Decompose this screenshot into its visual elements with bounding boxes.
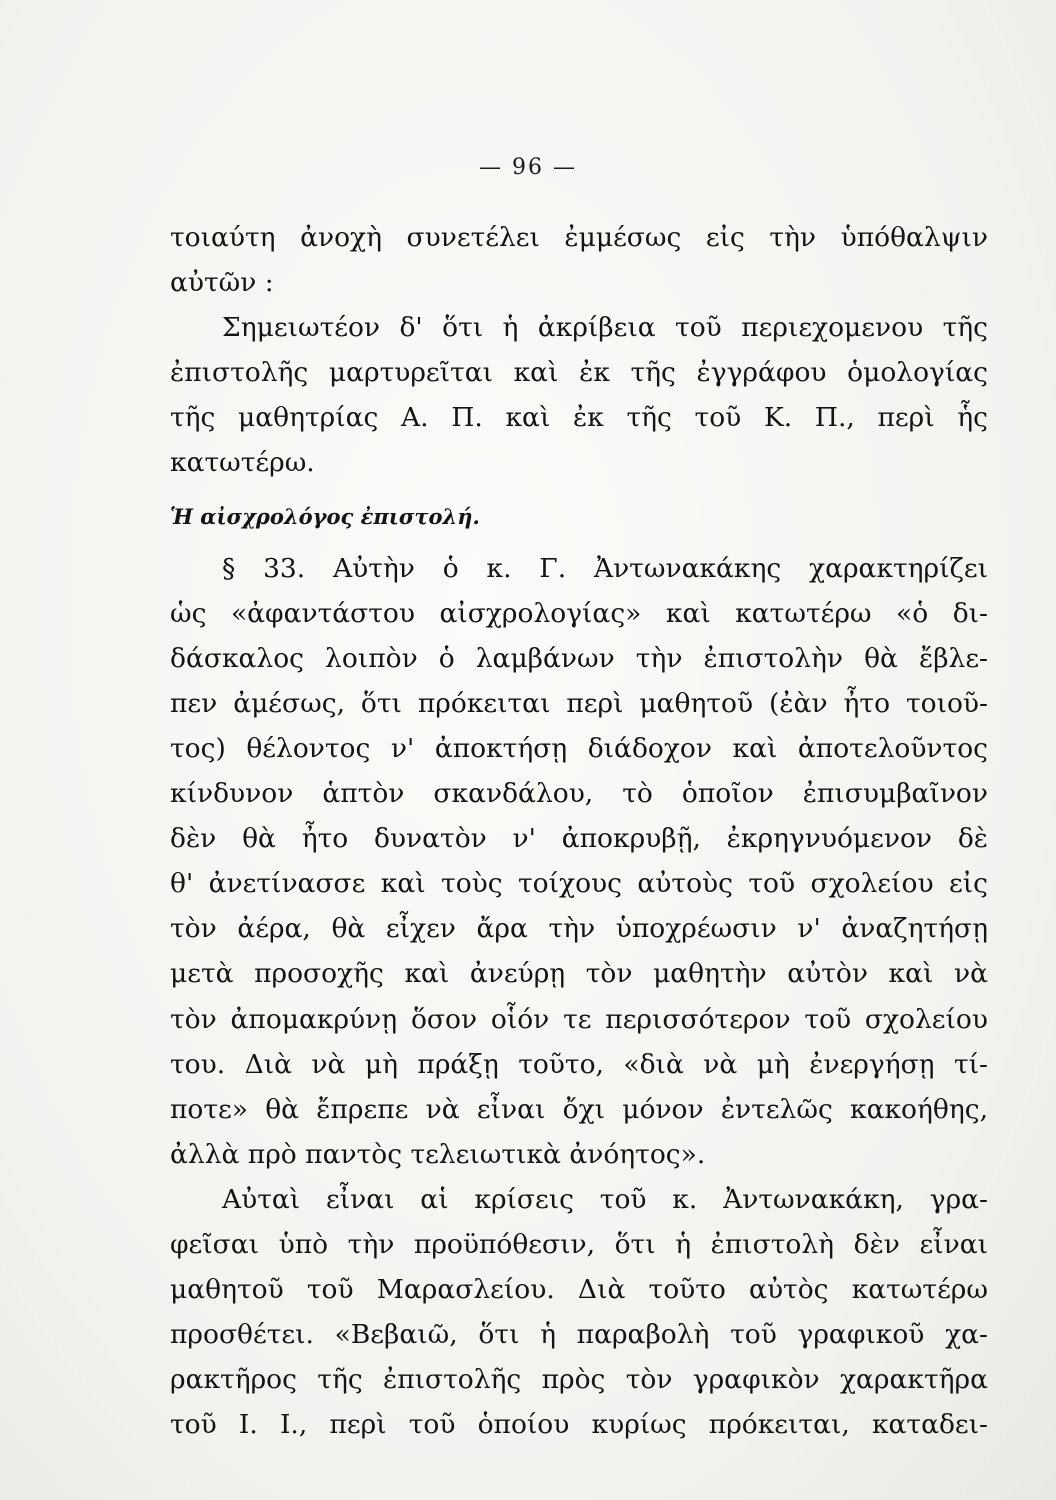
text-line: τοιαύτη ἀνοχὴ συνετέλει ἐμμέσως εἰς τὴν ὑπόθαλψιν [170, 222, 988, 253]
text-line: ρακτῆρος τῆς ἐπιστολῆς πρὸς τὸν γραφικὸν χαρακτῆρα [170, 1364, 988, 1396]
text-line: ποτε» θὰ ἔπρεπε νὰ εἶναι ὄχι μόνον ἐντελῶς κακοήθης, [170, 1093, 988, 1125]
text-line: ἐπιστολῆς μαρτυρεῖται καὶ ἐκ τῆς ἐγγράφου ὁμολογίας [170, 357, 988, 389]
text-line: Σημειωτέον δ' ὅτι ἡ ἀκρίβεια τοῦ περιεχομενου τῆς [222, 312, 988, 344]
body-text [170, 215, 988, 1447]
text-line: δὲν θὰ ἦτο δυνατὸν ν' ἀποκρυβῇ, ἐκρηγνυόμενον δὲ [170, 823, 988, 855]
text-line: θ' ἀνετίνασσε καὶ τοὺς τοίχους αὐτοὺς τοῦ σχολείου εἰς [170, 868, 988, 900]
text-line: αὐτῶν : [170, 267, 274, 299]
text-line: του. Διὰ νὰ μὴ πράξῃ τοῦτο, «διὰ νὰ μὴ ἐνεργήσῃ τί- [170, 1048, 988, 1080]
text-line: κατωτέρω. [170, 447, 315, 479]
page-number: — 96 — [479, 155, 577, 180]
text-line: τὸν ἀπομακρύνῃ ὅσον οἷόν τε περισσότερον τοῦ σχολείου [170, 1003, 988, 1035]
text-line: κίνδυνον ἁπτὸν σκανδάλου, τὸ ὁποῖον ἐπισυμβαῖνον [170, 778, 988, 810]
text-line: τῆς μαθητρίας Α. Π. καὶ ἐκ τῆς τοῦ Κ. Π., περὶ ἧς [170, 402, 988, 434]
text-line: δάσκαλος λοιπὸν ὁ λαμβάνων τὴν ἐπιστολὴν θὰ ἔβλε- [170, 642, 988, 674]
text-line: Αὐταὶ εἶναι αἱ κρίσεις τοῦ κ. Ἀντωνακάκη, γρα- [222, 1183, 988, 1215]
text-line: τοῦ Ι. Ι., περὶ τοῦ ὁποίου κυρίως πρόκειται, καταδει- [170, 1409, 988, 1441]
text-line: μετὰ προσοχῆς καὶ ἀνεύρῃ τὸν μαθητὴν αὐτὸν καὶ νὰ [170, 958, 988, 990]
text-line: τος) θέλοντος ν' ἀποκτήσῃ διάδοχον καὶ ἀποτελοῦντος [170, 732, 988, 764]
text-line: τὸν ἀέρα, θὰ εἶχεν ἄρα τὴν ὑποχρέωσιν ν' ἀναζητήσῃ [170, 913, 988, 945]
text-line: ἀλλὰ πρὸ παντὸς τελειωτικὰ ἀνόητος». [170, 1138, 706, 1170]
text-line: ὡς «ἀφαντάστου αἰσχρολογίας» καὶ κατωτέρω «ὁ δι- [170, 597, 988, 629]
section-heading: Ἡ αἰσχρολόγος ἐπιστολή. [170, 503, 480, 529]
text-line: μαθητοῦ τοῦ Μαρασλείου. Διὰ τοῦτο αὐτὸς κατωτέρω [170, 1274, 988, 1306]
text-line: φεῖσαι ὑπὸ τὴν προϋπόθεσιν, ὅτι ἡ ἐπιστολὴ δὲν εἶναι [170, 1228, 988, 1260]
text-line: § 33. Αὐτὴν ὁ κ. Γ. Ἀντωνακάκης χαρακτηρίζει [222, 552, 988, 584]
text-line: πεν ἀμέσως, ὅτι πρόκειται περὶ μαθητοῦ (ἐὰν ἦτο τοιοῦ- [170, 687, 988, 719]
text-line: προσθέτει. «Βεβαιῶ, ὅτι ἡ παραβολὴ τοῦ γραφικοῦ χα- [170, 1319, 988, 1351]
